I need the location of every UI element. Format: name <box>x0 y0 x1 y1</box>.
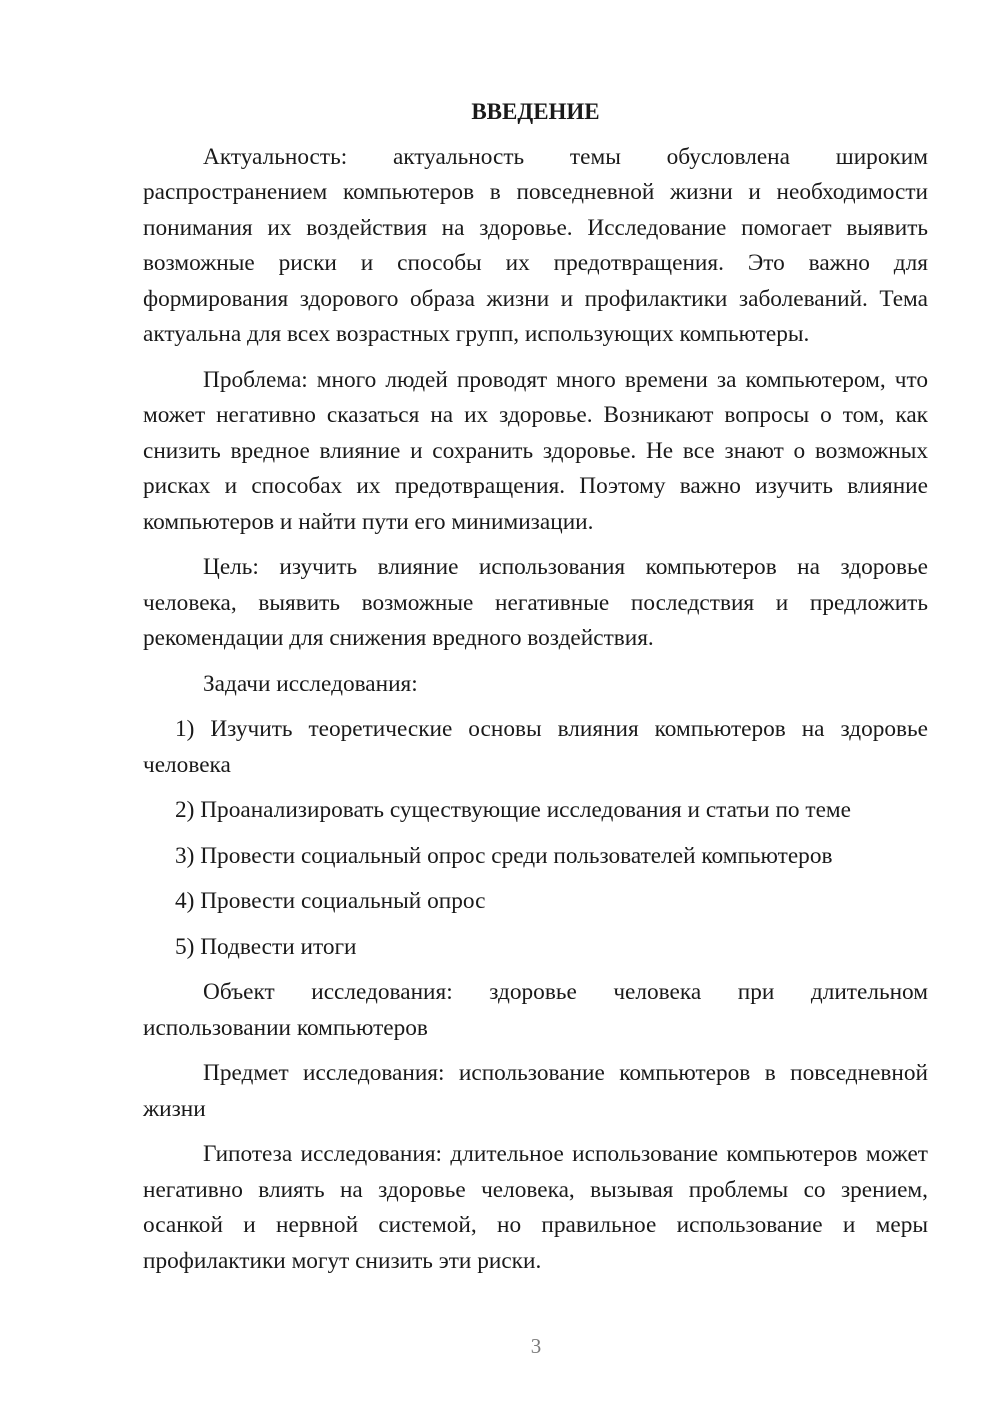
problem-paragraph: Проблема: много людей проводят много времени за компьютером, что может негативно сказаться на их здоровье. Возникают вопросы о том, как снизить вредное влияние и сохранить здоровье. Не все знают о возможных рисках и способах их предотвращения. Поэтому важно изучить влияние компьютеров и найти пути его минимизации. <box>143 366 928 535</box>
tasks-heading: Задачи исследования: <box>203 670 418 697</box>
hypothesis-paragraph: Гипотеза исследования: длительное использование компьютеров может негативно влиять на здоровье человека, вызывая проблемы со зрением, осанкой и нервной системой, но правильное использование и меры профилактики могут снизить эти риски. <box>143 1141 928 1274</box>
goal-paragraph: Цель: изучить влияние использования компьютеров на здоровье человека, выявить возможные негативные последствия и предложить рекомендации для снижения вредного воздействия. <box>143 554 928 651</box>
task-item-3: 3) Провести социальный опрос среди пользователей компьютеров <box>175 842 833 869</box>
object-paragraph: Объект исследования: здоровье человека при длительном использовании компьютеров <box>143 979 928 1041</box>
task-item-5: 5) Подвести итоги <box>175 933 357 960</box>
page-number: 3 <box>530 1334 542 1358</box>
relevance-paragraph: Актуальность: актуальность темы обусловлена широким распространением компьютеров в повседневной жизни и необходимости понимания их воздействия на здоровье. Исследование помогает выявить возможные риски и способы их предотвращения. Это важно для формирования здорового образа жизни и профилактики заболеваний. Тема актуальна для всех возрастных групп, использующих компьютеры. <box>143 143 928 347</box>
task-item-1: 1) Изучить теоретические основы влияния компьютеров на здоровье человека <box>143 716 928 778</box>
task-item-2: 2) Проанализировать существующие исследования и статьи по теме <box>175 797 852 823</box>
subject-paragraph: Предмет исследования: использование компьютеров в повседневной жизни <box>143 1060 928 1122</box>
task-item-4: 4) Провести социальный опрос <box>175 888 486 914</box>
page-title: ВВЕДЕНИЕ <box>471 99 600 124</box>
page-content <box>143 94 928 1289</box>
